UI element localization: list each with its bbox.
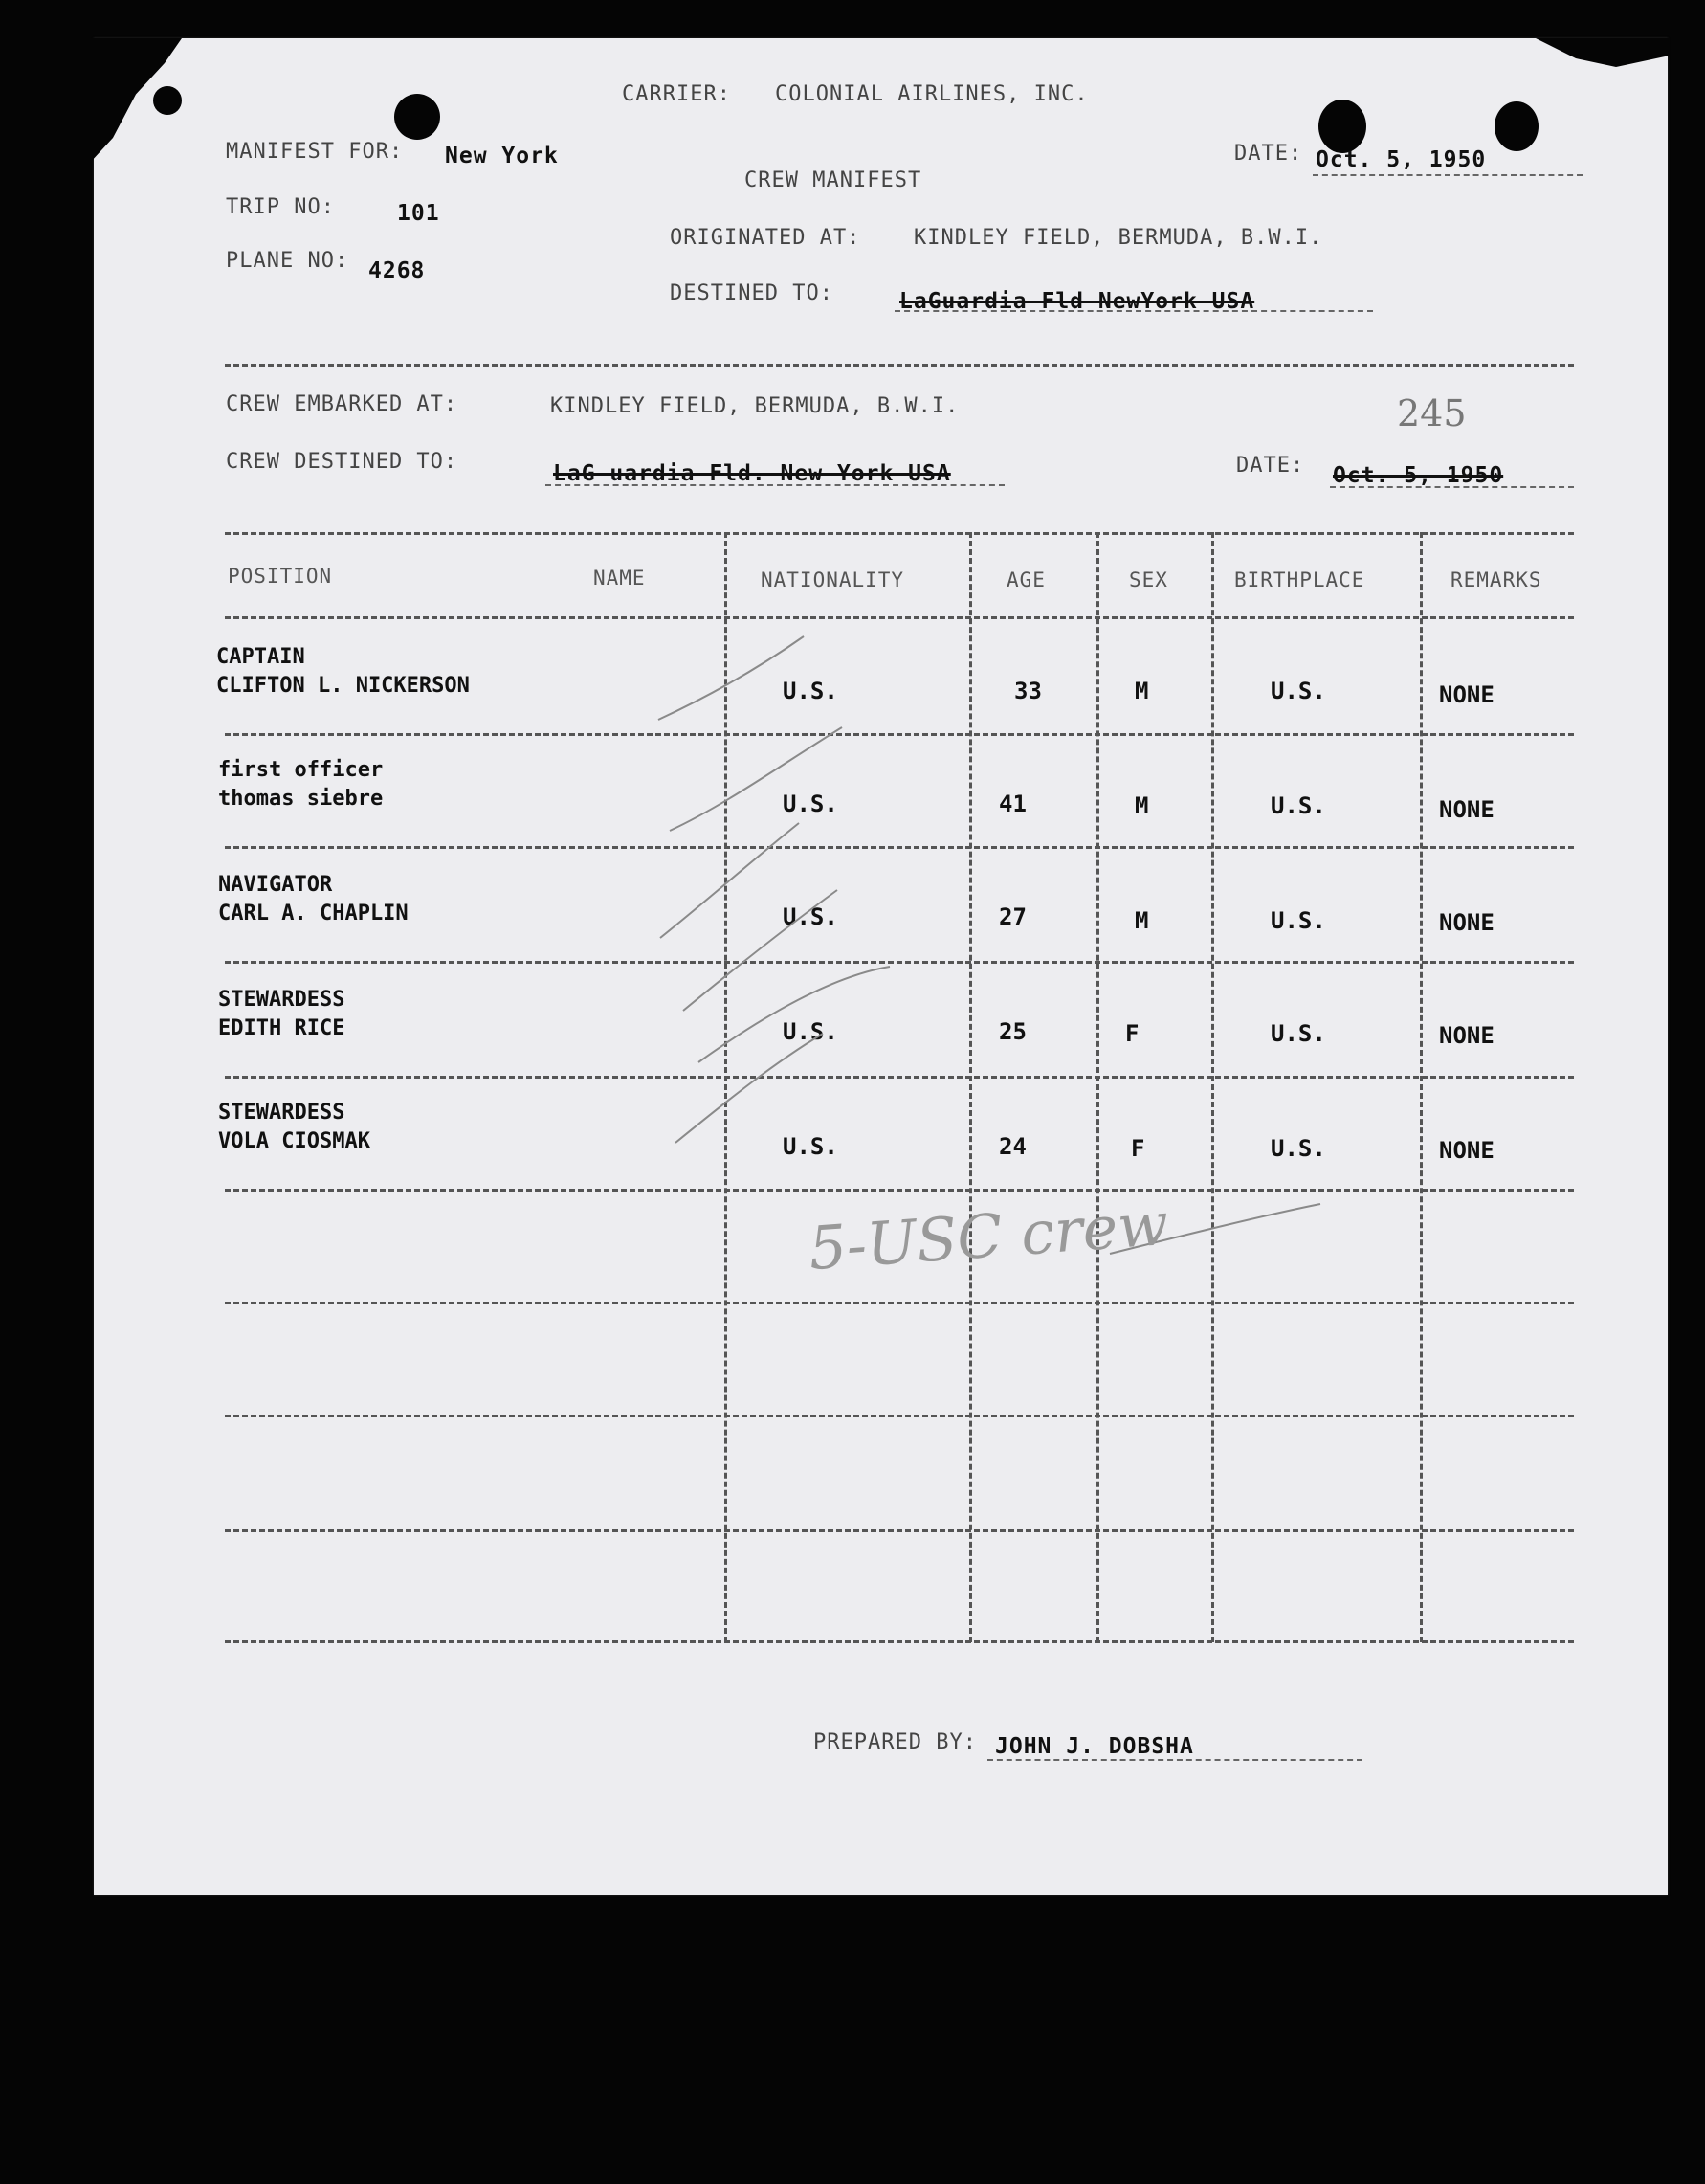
prepared-by-value: JOHN J. DOBSHA (995, 1734, 1194, 1759)
column-header-age: AGE (1007, 568, 1046, 591)
destined-value: LaGuardia Fld NewYork USA (899, 289, 1255, 314)
table-row-nationality: U.S. (783, 678, 838, 704)
table-row-remarks: NONE (1439, 909, 1495, 936)
column-header-birthplace: BIRTHPLACE (1234, 568, 1365, 591)
table-row-remarks: NONE (1439, 681, 1495, 708)
carrier-name: COLONIAL AIRLINES, INC. (775, 82, 1089, 106)
table-row-name: CARL A. CHAPLIN (218, 902, 409, 925)
table-row-birthplace: U.S. (1271, 907, 1326, 934)
table-row-sex: M (1135, 792, 1149, 819)
table-row-age: 25 (999, 1018, 1027, 1045)
table-row-remarks: NONE (1439, 1022, 1495, 1049)
table-row-sex: F (1131, 1135, 1145, 1162)
table-row-nationality: U.S. (783, 1133, 838, 1160)
carrier-label: CARRIER: (622, 82, 731, 106)
crew-embarked-label: CREW EMBARKED AT: (226, 392, 458, 416)
column-header-name: NAME (593, 567, 646, 590)
table-row-position: STEWARDESS (218, 1101, 345, 1125)
trip-label: TRIP NO: (226, 195, 335, 219)
table-row-nationality: U.S. (783, 1018, 838, 1045)
table-row-birthplace: U.S. (1271, 1020, 1326, 1047)
date-label: DATE: (1234, 142, 1303, 166)
crew-embarked-value: KINDLEY FIELD, BERMUDA, B.W.I. (550, 394, 960, 418)
table-row-position: STEWARDESS (218, 988, 345, 1012)
crew-destined-label: CREW DESTINED TO: (226, 450, 458, 474)
table-row-sex: F (1125, 1020, 1140, 1047)
table-row-sex: M (1135, 678, 1149, 704)
table-row-position: first officer (218, 758, 384, 782)
table-row-birthplace: U.S. (1271, 792, 1326, 819)
manifest-for-label: MANIFEST FOR: (226, 140, 404, 164)
manifest-for-value: New York (445, 144, 559, 168)
plane-label: PLANE NO: (226, 249, 349, 273)
crew-date-value: Oct. 5, 1950 (1333, 463, 1504, 488)
column-header-remarks: REMARKS (1450, 568, 1542, 591)
table-row-age: 41 (999, 791, 1027, 817)
date-value: Oct. 5, 1950 (1316, 147, 1487, 172)
originated-value: KINDLEY FIELD, BERMUDA, B.W.I. (914, 226, 1323, 250)
table-row-position: NAVIGATOR (218, 873, 333, 897)
column-header-nationality: NATIONALITY (761, 568, 905, 591)
table-row-remarks: NONE (1439, 1137, 1495, 1164)
page-number: 245 (1397, 392, 1467, 435)
crew-date-label: DATE: (1236, 454, 1305, 478)
column-header-sex: SEX (1129, 568, 1168, 591)
table-row-position: CAPTAIN (216, 645, 305, 669)
table-row-name: CLIFTON L. NICKERSON (216, 674, 470, 698)
table-row-name: EDITH RICE (218, 1016, 345, 1040)
destined-label: DESTINED TO: (670, 281, 833, 305)
prepared-by-label: PREPARED BY: (813, 1730, 977, 1754)
table-row-nationality: U.S. (783, 791, 838, 817)
column-header-position: POSITION (228, 565, 333, 588)
handwritten-note: 5-USC crew (806, 1188, 1171, 1284)
page-title: CREW MANIFEST (744, 168, 922, 192)
table-row-birthplace: U.S. (1271, 678, 1326, 704)
plane-value: 4268 (368, 258, 426, 283)
originated-label: ORIGINATED AT: (670, 226, 861, 250)
table-row-name: VOLA CIOSMAK (218, 1129, 370, 1153)
table-row-age: 33 (1014, 678, 1042, 704)
prepared-by-underline (987, 1759, 1362, 1761)
table-row-nationality: U.S. (783, 903, 838, 930)
table-row-name: thomas siebre (218, 787, 384, 811)
table-row-remarks: NONE (1439, 796, 1495, 823)
table-row-age: 27 (999, 903, 1027, 930)
trip-value: 101 (397, 201, 440, 226)
crew-destined-value: LaG uardia Fld. New York USA (553, 461, 951, 486)
table-row-age: 24 (999, 1133, 1027, 1160)
table-row-birthplace: U.S. (1271, 1135, 1326, 1162)
table-row-sex: M (1135, 907, 1149, 934)
